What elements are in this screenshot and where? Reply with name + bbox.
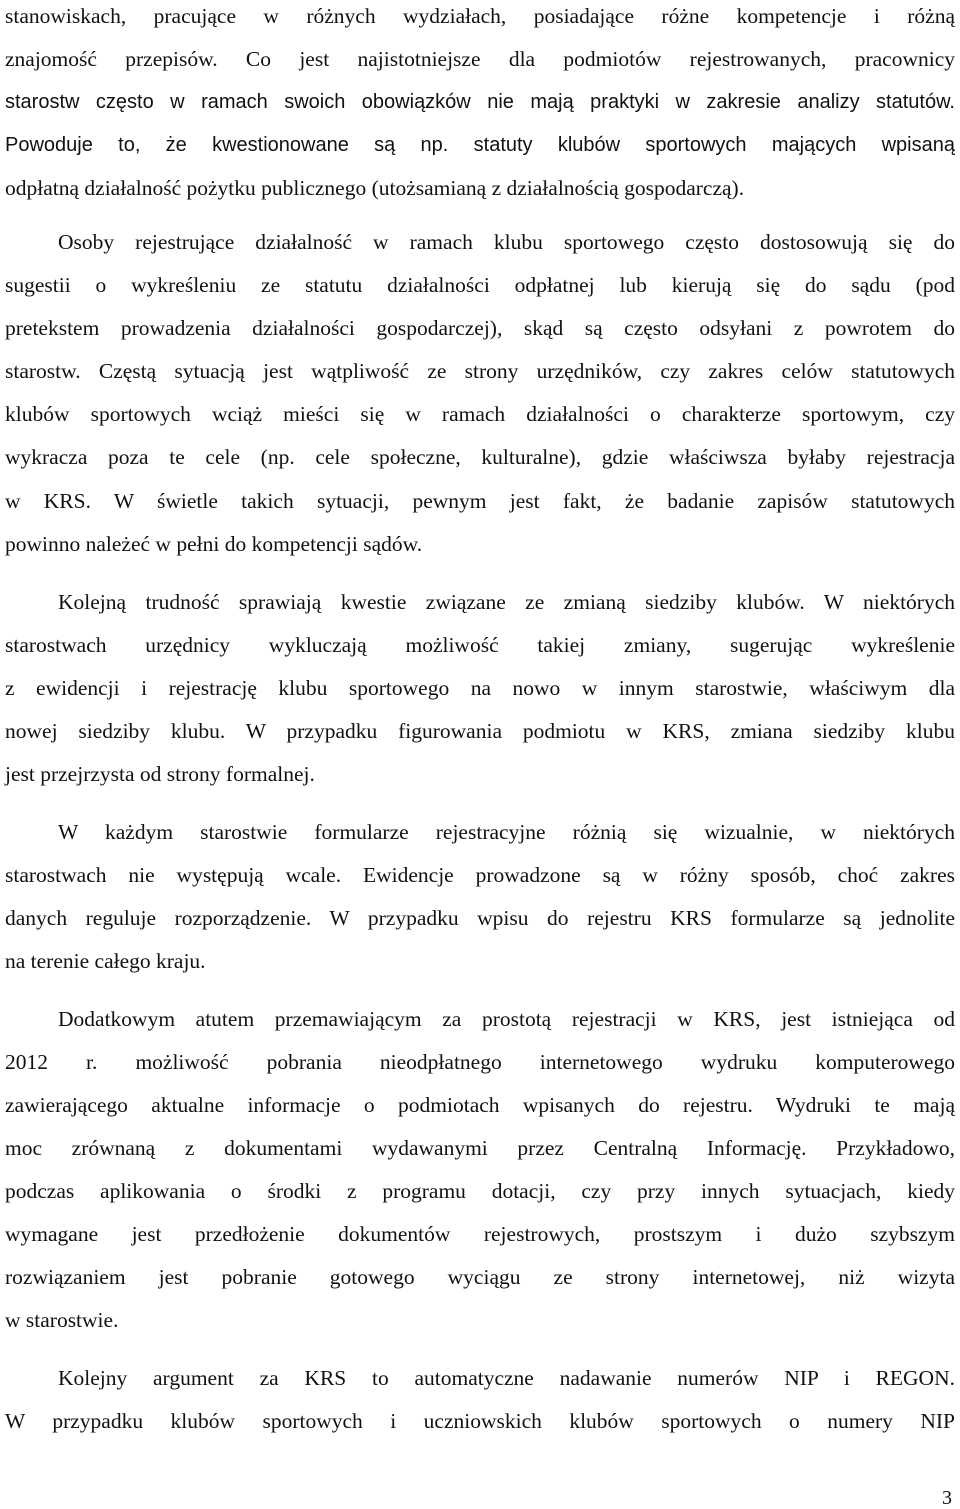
text-line: 2012 r. możliwość pobrania nieodpłatnego internetowego wydruku komputerowego [5, 1050, 955, 1074]
text-line: starostwach nie występują wcale. Ewidencje prowadzone są w różny sposób, choć zakres [5, 863, 955, 887]
text-line: starostw. Częstą sytuacją jest wątpliwość ze strony urzędników, czy zakres celów statutowych [5, 359, 955, 383]
page-number: 3 [942, 1487, 952, 1509]
text-line: Powoduje to, że kwestionowane są np. statuty klubów sportowych mających wpisaną [5, 134, 955, 156]
text-line: W przypadku klubów sportowych i uczniowskich klubów sportowych o numery NIP [5, 1409, 955, 1433]
text-line: zawierającego aktualne informacje o podmiotach wpisanych do rejestru. Wydruki te mają [5, 1093, 955, 1117]
text-line: odpłatną działalność pożytku publicznego (utożsamianą z działalnością gospodarczą). [5, 176, 745, 200]
text-line: Kolejny argument za KRS to automatyczne nadawanie numerów NIP i REGON. [58, 1366, 955, 1390]
text-line: W każdym starostwie formularze rejestracyjne różnią się wizualnie, w niektórych [58, 820, 955, 844]
text-line: moc zrównaną z dokumentami wydawanymi przez Centralną Informację. Przykładowo, [5, 1136, 955, 1160]
text-line: w starostwie. [5, 1308, 119, 1332]
text-line: w KRS. W świetle takich sytuacji, pewnym jest fakt, że badanie zapisów statutowych [5, 489, 955, 513]
text-line: nowej siedziby klubu. W przypadku figurowania podmiotu w KRS, zmiana siedziby klubu [5, 719, 955, 743]
text-line: znajomość przepisów. Co jest najistotniejsze dla podmiotów rejestrowanych, pracownicy [5, 47, 955, 71]
text-line: wymagane jest przedłożenie dokumentów rejestrowych, prostszym i dużo szybszym [5, 1222, 955, 1246]
text-line: sugestii o wykreśleniu ze statutu działalności odpłatnej lub kierują się do sądu (pod [5, 273, 955, 297]
text-line: pretekstem prowadzenia działalności gospodarczej), skąd są często odsyłani z powrotem do [5, 316, 955, 340]
text-line: podczas aplikowania o środki z programu dotacji, czy przy innych sytuacjach, kiedy [5, 1179, 955, 1203]
text-line: na terenie całego kraju. [5, 949, 206, 973]
text-line: klubów sportowych wciąż mieści się w ramach działalności o charakterze sportowym, czy [5, 402, 955, 426]
text-line: Dodatkowym atutem przemawiającym za prostotą rejestracji w KRS, jest istniejąca od [58, 1007, 955, 1031]
text-line: Osoby rejestrujące działalność w ramach klubu sportowego często dostosowują się do [58, 230, 955, 254]
text-line: Kolejną trudność sprawiają kwestie związane ze zmianą siedziby klubów. W niektórych [58, 590, 955, 614]
text-line: stanowiskach, pracujące w różnych wydziałach, posiadające różne kompetencje i różną [5, 4, 955, 28]
text-line: z ewidencji i rejestrację klubu sportowego na nowo w innym starostwie, właściwym dla [5, 676, 955, 700]
text-line: danych reguluje rozporządzenie. W przypadku wpisu do rejestru KRS formularze są jednolite [5, 906, 955, 930]
text-line: wykracza poza te cele (np. cele społeczne, kulturalne), gdzie właściwsza byłaby rejestracja [5, 445, 955, 469]
text-line: jest przejrzysta od strony formalnej. [5, 762, 315, 786]
text-line: starostwach urzędnicy wykluczają możliwość takiej zmiany, sugerując wykreślenie [5, 633, 955, 657]
text-line: rozwiązaniem jest pobranie gotowego wyciągu ze strony internetowej, niż wizyta [5, 1265, 955, 1289]
text-line: starostw często w ramach swoich obowiązków nie mają praktyki w zakresie analizy statutów. [5, 91, 955, 113]
text-line: powinno należeć w pełni do kompetencji sądów. [5, 532, 423, 556]
